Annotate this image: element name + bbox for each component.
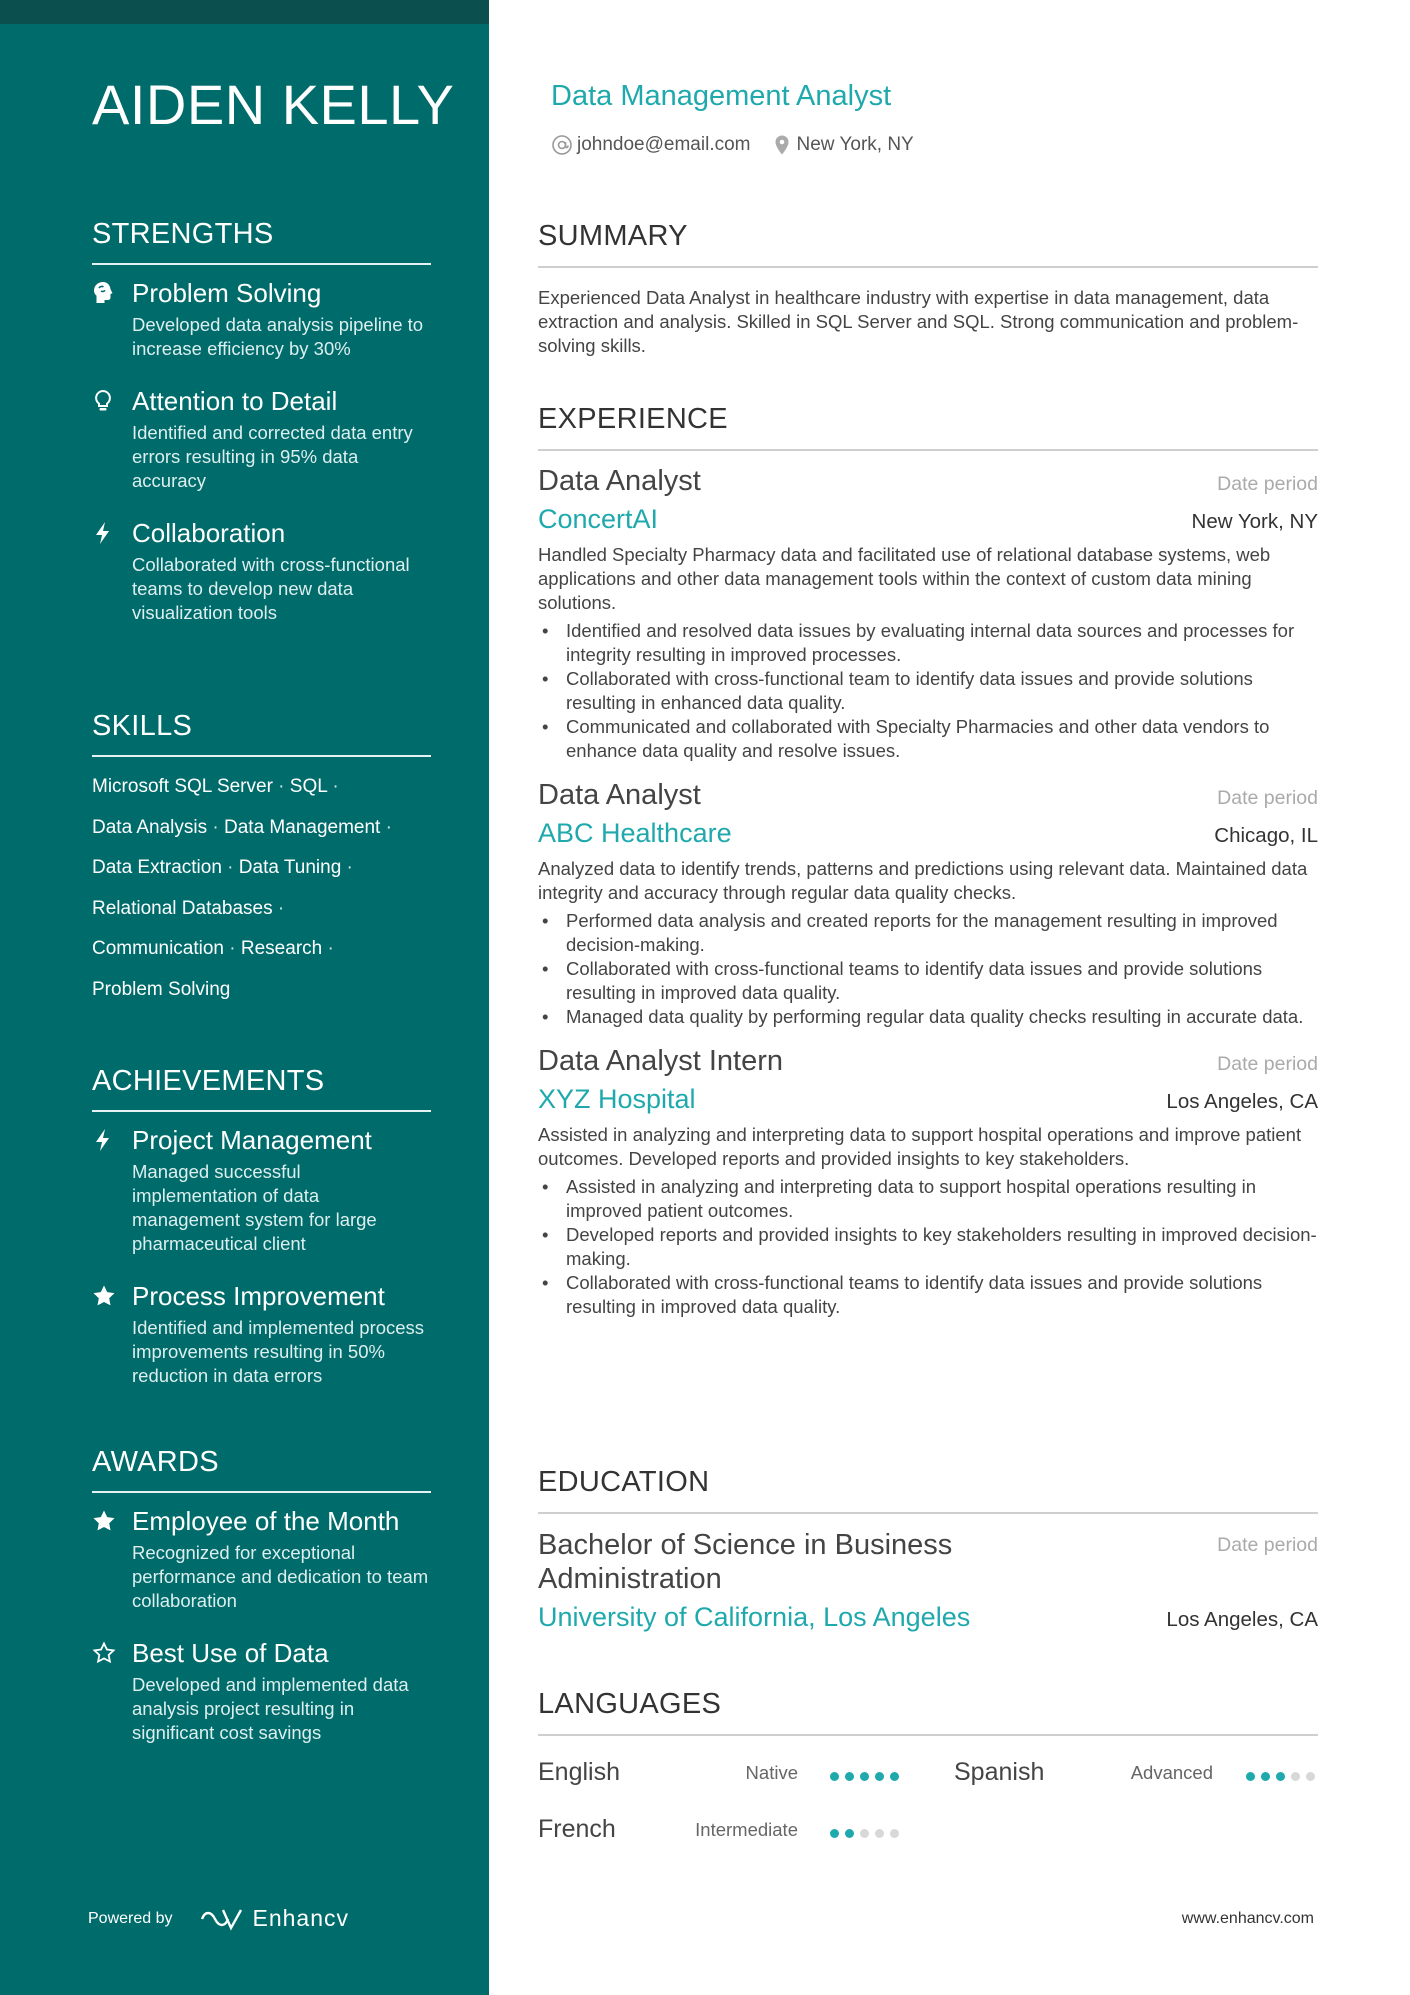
achievement-desc: Identified and implemented process improvements resulting in 50% reduction in data errors — [132, 1317, 425, 1386]
skills-line — [92, 767, 431, 808]
skill-separator: · — [380, 816, 392, 838]
languages-section — [538, 1688, 1318, 1856]
school-name: University of California, Los Angeles — [538, 1602, 971, 1632]
list-item: • Developed reports and provided insights to key stakeholders resulting in improved decision-making. — [538, 1223, 1318, 1271]
powered-by — [88, 1905, 349, 1932]
list-item: • Communicated and collaborated with Specialty Pharmacies and other data vendors to enhance data quality and resolve issues. — [538, 715, 1318, 763]
job-description: Assisted in analyzing and interpreting data to support hospital operations and improve patient outcomes. Developed reports and provided insights to key stakeholders. — [538, 1124, 1302, 1169]
strength-desc: Identified and corrected data entry errors resulting in 95% data accuracy — [132, 422, 413, 491]
star-outline-icon — [92, 1641, 116, 1665]
experience-entry — [538, 1045, 1318, 1319]
job-description: Handled Specialty Pharmacy data and facilitated use of relational database systems, web applications and other data management tools within the context of custom data mining solutions. — [538, 544, 1271, 613]
skill-item: Data Extraction — [92, 857, 222, 878]
achievements-heading: ACHIEVEMENTS — [92, 1065, 431, 1112]
strength-title: Collaboration — [132, 518, 286, 548]
language-name: English — [538, 1758, 620, 1786]
award-item — [92, 1505, 431, 1613]
proficiency-dot-filled — [830, 1772, 839, 1781]
job-description: Analyzed data to identify trends, patterns and predictions using relevant data. Maintained data integrity and accuracy through regular data quality checks. — [538, 858, 1308, 903]
location-contact — [771, 134, 914, 156]
skills-line — [92, 970, 431, 1011]
job-date: Date period — [1217, 787, 1318, 809]
skill-item: Data Analysis — [92, 816, 208, 838]
list-item: • Assisted in analyzing and interpreting data to support hospital operations resulting in improved patient outcomes. — [538, 1175, 1318, 1223]
list-item: • Identified and resolved data issues by evaluating internal data sources and processes for integrity resulting in improved processes. — [538, 619, 1318, 667]
languages-grid — [538, 1736, 1318, 1856]
proficiency-dot-empty — [1306, 1772, 1315, 1781]
enhancv-logo-icon — [199, 1906, 245, 1932]
skills-line — [92, 808, 431, 849]
achievement-title: Project Management — [132, 1125, 372, 1155]
strength-item — [92, 385, 431, 493]
achievements-section — [92, 1065, 431, 1388]
star-icon — [92, 1509, 116, 1533]
at-icon — [551, 134, 573, 156]
education-date: Date period — [1217, 1534, 1318, 1556]
education-entry — [538, 1528, 1318, 1633]
contact-info — [551, 134, 934, 156]
job-date: Date period — [1217, 1053, 1318, 1075]
experience-section — [538, 403, 1318, 1319]
lightbulb-icon — [92, 389, 116, 413]
strength-desc: Collaborated with cross-functional teams to develop new data visualization tools — [132, 554, 410, 623]
proficiency-dot-empty — [875, 1829, 884, 1838]
experience-entry — [538, 465, 1318, 763]
summary-heading: SUMMARY — [538, 220, 1318, 268]
candidate-name: AIDEN KELLY — [92, 73, 455, 136]
sidebar-top-bar — [0, 0, 489, 24]
strength-item — [92, 277, 431, 361]
skills-section — [92, 710, 431, 1010]
language-level: Advanced — [1130, 1762, 1213, 1783]
proficiency-dot-filled — [830, 1829, 839, 1838]
strength-title: Problem Solving — [132, 278, 322, 308]
awards-section — [92, 1446, 431, 1745]
skill-separator: · — [207, 816, 225, 838]
award-title: Employee of the Month — [132, 1506, 400, 1536]
location-pin-icon — [771, 134, 793, 156]
skill-item: Microsoft SQL Server — [92, 776, 273, 797]
education-section — [538, 1466, 1318, 1633]
language-dots — [830, 1829, 905, 1838]
enhancv-logo[interactable] — [199, 1905, 350, 1932]
list-item: • Collaborated with cross-functional teams to identify data issues and provide solutions resulting in improved data quality. — [538, 1271, 1318, 1319]
strength-desc: Developed data analysis pipeline to increase efficiency by 30% — [132, 314, 424, 359]
award-title: Best Use of Data — [132, 1638, 329, 1668]
summary-section — [538, 220, 1318, 358]
languages-heading: LANGUAGES — [538, 1688, 1318, 1736]
education-heading: EDUCATION — [538, 1466, 1318, 1514]
list-item: • Performed data analysis and created reports for the management resulting in improved decision-making. — [538, 909, 1318, 957]
skill-separator: · — [224, 938, 241, 959]
skill-separator: · — [341, 857, 353, 878]
job-title: Data Management Analyst — [551, 80, 892, 112]
achievement-title: Process Improvement — [132, 1281, 385, 1311]
proficiency-dot-filled — [860, 1772, 869, 1781]
job-role: Data Analyst — [538, 465, 701, 497]
strength-title: Attention to Detail — [132, 386, 338, 416]
skills-heading: SKILLS — [92, 710, 431, 757]
proficiency-dot-filled — [875, 1772, 884, 1781]
list-item: • Collaborated with cross-functional teams to identify data issues and provide solutions resulting in improved data quality. — [538, 957, 1318, 1005]
list-item: • Collaborated with cross-functional team to identify data issues and provide solutions resulting in enhanced data quality. — [538, 667, 1318, 715]
skills-list — [92, 767, 431, 1010]
job-role: Data Analyst Intern — [538, 1045, 784, 1077]
company-name: ConcertAI — [538, 504, 659, 534]
brand-name: Enhancv — [252, 1905, 350, 1931]
language-level: Intermediate — [695, 1819, 798, 1840]
award-desc: Recognized for exceptional performance and dedication to team collaboration — [132, 1542, 429, 1611]
job-bullets — [538, 619, 1318, 763]
skill-separator: · — [221, 857, 239, 878]
location-text: New York, NY — [796, 134, 914, 155]
skill-item: Problem Solving — [92, 978, 231, 1000]
lightning-icon — [92, 1128, 116, 1152]
skill-separator: · — [272, 776, 290, 797]
strengths-section — [92, 218, 431, 625]
list-item: • Managed data quality by performing regular data quality checks resulting in accurate data. — [538, 1005, 1318, 1029]
brain-icon — [92, 281, 116, 305]
footer-url[interactable]: www.enhancv.com — [1181, 1910, 1314, 1927]
degree-name: Bachelor of Science in Business Administration — [538, 1529, 953, 1595]
skill-item: SQL — [289, 776, 328, 797]
achievement-item — [92, 1280, 431, 1388]
proficiency-dot-empty — [860, 1829, 869, 1838]
awards-heading: AWARDS — [92, 1446, 431, 1493]
proficiency-dot-filled — [1246, 1772, 1255, 1781]
job-location: New York, NY — [1191, 510, 1318, 533]
skill-item: Data Tuning — [238, 857, 342, 878]
job-location: Los Angeles, CA — [1166, 1090, 1318, 1113]
job-bullets — [538, 1175, 1318, 1319]
skill-item: Communication — [92, 938, 224, 959]
language-level: Native — [745, 1762, 798, 1783]
award-item — [92, 1637, 431, 1745]
sidebar — [0, 0, 489, 1995]
skill-separator: · — [272, 897, 285, 919]
proficiency-dot-empty — [1291, 1772, 1300, 1781]
proficiency-dot-filled — [845, 1829, 854, 1838]
skill-separator: · — [327, 776, 339, 797]
proficiency-dot-filled — [1261, 1772, 1270, 1781]
skills-line — [92, 889, 431, 930]
experience-heading: EXPERIENCE — [538, 403, 1318, 451]
language-dots — [830, 1772, 905, 1781]
language-dots — [1246, 1772, 1321, 1781]
lightning-icon — [92, 521, 116, 545]
job-date: Date period — [1217, 473, 1318, 495]
star-icon — [92, 1284, 116, 1308]
experience-entry — [538, 779, 1318, 1029]
proficiency-dot-filled — [1276, 1772, 1285, 1781]
powered-by-label: Powered by — [88, 1909, 173, 1927]
company-name: ABC Healthcare — [538, 818, 732, 848]
strength-item — [92, 517, 431, 625]
email-contact[interactable] — [551, 134, 751, 156]
proficiency-dot-empty — [890, 1829, 899, 1838]
language-name: French — [538, 1815, 616, 1843]
achievement-desc: Managed successful implementation of data management system for large pharmaceutical client — [132, 1161, 377, 1254]
skills-line — [92, 848, 431, 889]
skill-item: Data Management — [224, 816, 381, 838]
skills-line — [92, 929, 431, 970]
email-text: johndoe@email.com — [577, 134, 751, 155]
achievement-item — [92, 1124, 431, 1256]
job-role: Data Analyst — [538, 779, 701, 811]
summary-text: Experienced Data Analyst in healthcare industry with expertise in data management, data extraction and analysis. Skilled in SQL Server and SQL. Strong communication and problem-solving skills. — [538, 287, 1299, 356]
award-desc: Developed and implemented data analysis project resulting in significant cost savings — [132, 1674, 409, 1743]
language-name: Spanish — [954, 1758, 1045, 1786]
skill-item: Relational Databases — [92, 897, 273, 919]
skill-separator: · — [322, 938, 334, 959]
company-name: XYZ Hospital — [538, 1084, 696, 1114]
school-location: Los Angeles, CA — [1166, 1608, 1318, 1631]
skill-item: Research — [240, 938, 323, 959]
job-location: Chicago, IL — [1214, 824, 1318, 847]
strengths-heading: STRENGTHS — [92, 218, 431, 265]
proficiency-dot-filled — [845, 1772, 854, 1781]
job-bullets — [538, 909, 1318, 1029]
proficiency-dot-filled — [890, 1772, 899, 1781]
